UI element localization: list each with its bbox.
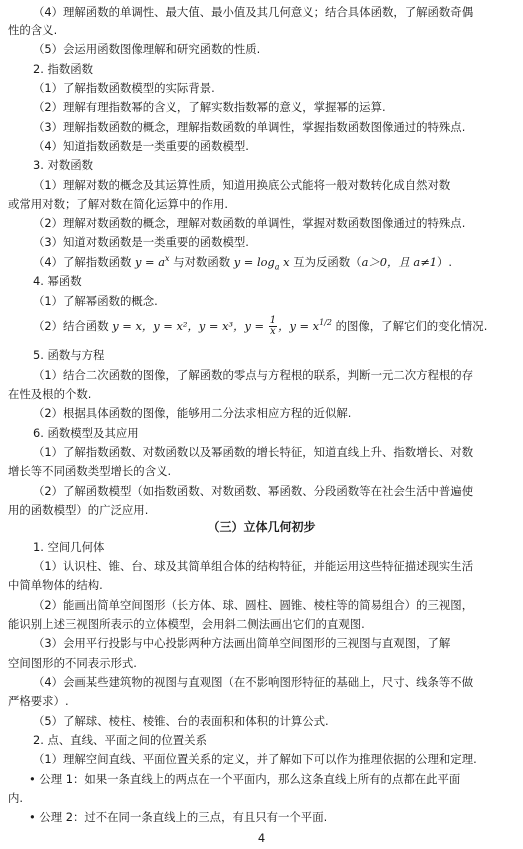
text-line: （4）知道指数函数是一类重要的函数模型. [33, 139, 249, 153]
formula-log: $y = \log_a x$ [233, 255, 290, 272]
formula-text: （4）了解指数函数 [33, 255, 132, 269]
formula-condition: a＞0，且 a≠1 [361, 255, 437, 269]
text-line: 严格要求）. [8, 694, 69, 708]
text-line: 4. 幂函数 [33, 274, 82, 288]
text-line: （1）了解幂函数的概念. [33, 294, 158, 308]
text-line: 能识别上述三视图所表示的立体模型，会用斜二侧法画出它们的直观图. [8, 617, 365, 631]
text-line: • 公理 1：如果一条直线上的两点在一个平面内，那么这条直线上所有的点都在此平面 [29, 772, 461, 786]
text-line: （1）了解指数函数模型的实际背景. [33, 81, 215, 95]
formula-power-list: y = x，y = x²，y = x³，y = [112, 319, 268, 333]
text-line: 1. 空间几何体 [33, 540, 105, 554]
formula-line-log [33, 254, 453, 272]
text-line: 性的含义. [8, 23, 58, 37]
text-line: 增长等不同函数类型增长的含义. [8, 464, 172, 478]
text-line: 6. 函数模型及其应用 [33, 426, 139, 440]
text-line: （1）理解空间直线、平面位置关系的定义，并了解如下可以作为推理依据的公理和定理. [33, 752, 477, 766]
text-line: （2）理解有理指数幂的含义，了解实数指数幂的意义，掌握幂的运算. [33, 100, 386, 114]
formula-exp: $y = a^x$ [135, 254, 170, 269]
formula-fraction: $\frac{1}{x}$ [269, 315, 277, 337]
formula-line-power [33, 315, 487, 337]
formula-text: 互为反函数（ [293, 255, 362, 269]
text-line: （5）会运用函数图像理解和研究函数的性质. [33, 42, 261, 56]
text-line: 或常用对数；了解对数在简化运算中的作用. [8, 197, 229, 211]
text-line: （4）理解函数的单调性、最大值、最小值及其几何意义；结合具体函数，了解函数奇偶 [33, 5, 474, 19]
text-line: （2）根据具体函数的图像，能够用二分法求相应方程的近似解. [33, 406, 352, 420]
text-line: 2. 指数函数 [33, 62, 94, 76]
text-line: （3）会用平行投影与中心投影两种方法画出简单空间图形的三视图与直观图，了解 [33, 636, 451, 650]
text-line: （4）会画某些建筑物的视图与直观图（在不影响图形特征的基础上，尺寸、线条等不做 [33, 675, 474, 689]
page-number: 4 [257, 831, 266, 845]
text-line: 在性及根的个数. [8, 387, 92, 401]
formula-text: 与对数函数 [173, 255, 231, 269]
text-line: （2）理解对数函数的概念，理解对数函数的单调性，掌握对数函数图像通过的特殊点. [33, 216, 466, 230]
text-line: 用的函数模型）的广泛应用. [8, 503, 149, 517]
text-line: （1）理解对数的概念及其运算性质，知道用换底公式能将一般对数转化成自然对数 [33, 178, 451, 192]
text-line: 空间图形的不同表示形式. [8, 656, 137, 670]
text-line: （1）认识柱、锥、台、球及其简单组合体的结构特征，并能运用这些特征描述现实生活 [33, 559, 474, 573]
text-line: 2. 点、直线、平面之间的位置关系 [33, 733, 207, 747]
text-line: 3. 对数函数 [33, 158, 94, 172]
text-line: （3）理解指数函数的概念，理解指数函数的单调性，掌握指数函数图像通过的特殊点. [33, 120, 466, 134]
formula-text: （2）结合函数 [33, 319, 109, 333]
text-line: （1）了解指数函数、对数函数以及幂函数的增长特征，知道直线上升、指数增长、对数 [33, 445, 474, 459]
section-heading: （三）立体几何初步 [207, 520, 316, 534]
text-line: 中简单物体的结构. [8, 578, 103, 592]
text-line: 内. [8, 791, 24, 805]
text-line: （1）结合二次函数的图像，了解函数的零点与方程根的联系，判断一元二次方程根的存 [33, 368, 474, 382]
text-line: （2）了解函数模型（如指数函数、对数函数、幂函数、分段函数等在社会生活中普遍使 [33, 484, 474, 498]
formula-text: ）. [437, 255, 453, 269]
text-line: （2）能画出简单空间图形（长方体、球、圆柱、圆锥、棱柱等的简易组合）的三视图， [33, 598, 474, 612]
text-line: • 公理 2：过不在同一条直线上的三点，有且只有一个平面. [29, 810, 328, 824]
text-line: （3）知道对数函数是一类重要的函数模型. [33, 235, 249, 249]
text-line: （5）了解球、棱柱、棱锥、台的表面积和体积的计算公式. [33, 714, 329, 728]
formula-power-last: ，$y = x^{1/2}$ [278, 318, 332, 333]
formula-text: 的图像，了解它们的变化情况. [335, 319, 488, 333]
text-line: 5. 函数与方程 [33, 348, 105, 362]
